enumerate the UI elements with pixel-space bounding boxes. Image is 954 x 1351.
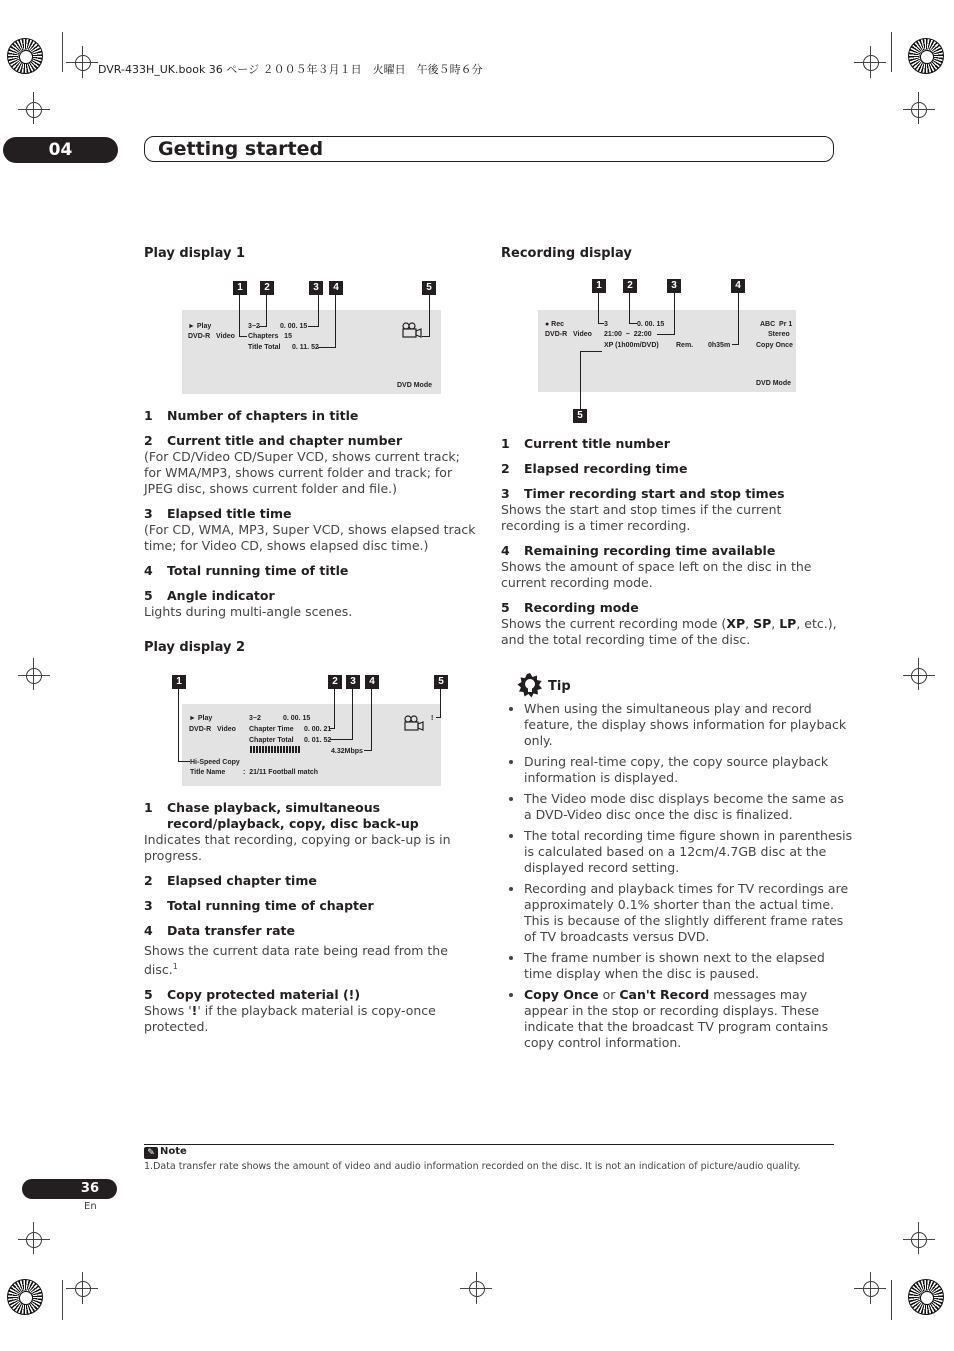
callout-5: 5 (422, 281, 436, 295)
list-item: 4 Remaining recording time available Shows the amount of space left on the disc in the current recording mode. (501, 543, 812, 590)
registration-burst-bottom-right (908, 1279, 944, 1315)
callout-3: 3 (309, 281, 323, 295)
camera-angle-icon (401, 322, 423, 338)
chapter-number: 04 (3, 137, 118, 163)
list-item: • The frame number is shown next to the elapsed time display when the disc is paused. (524, 950, 854, 982)
callout-1: 1 (592, 279, 606, 293)
transfer-rate-bar (250, 746, 300, 753)
callout-2: 2 (260, 281, 274, 295)
play-display-2-heading: Play display 2 (144, 640, 246, 655)
list-item: 1 Current title number (501, 436, 670, 451)
list-item: • When using the simultaneous play and record feature, the display shows information for playback only. (524, 701, 854, 749)
list-item: 2 Current title and chapter number (For CD/Video CD/Super VCD, shows current track; for WMA/MP3, shows current folder and track; for JPEG disc, shows current folder and file.) (144, 433, 460, 496)
callout-4: 4 (329, 281, 343, 295)
registration-burst-top-right (908, 38, 944, 74)
list-item: 1 Chase playback, simultaneous record/playback, copy, disc back-up Indicates that recording, copying or back-up is in progress. (144, 800, 451, 863)
list-item: 2 Elapsed recording time (501, 461, 688, 476)
list-item: 5 Copy protected material (!) Shows '!' if the playback material is copy-once protected. (144, 987, 436, 1035)
play-display-2-list (144, 800, 480, 1044)
list-item: • Recording and playback times for TV recordings are approximately 0.1% shorter than the actual time. This is because of the slightly different frame rates of TV broadcasts versus DVD. (524, 881, 854, 945)
note-pencil-icon: ✎ (144, 1147, 158, 1159)
callout-2: 2 (623, 279, 637, 293)
list-item: 2 Elapsed chapter time (144, 873, 317, 888)
note-label: Note (160, 1146, 187, 1157)
note-divider (144, 1144, 834, 1145)
callout-4: 4 (365, 675, 379, 689)
list-item: 4 Data transfer rate Shows the current data rate being read from the disc.$^1$ (144, 923, 448, 978)
chapter-title: Getting started (158, 138, 324, 160)
tip-label: Tip (548, 679, 571, 694)
callout-2: 2 (328, 675, 342, 689)
list-item: 1 Number of chapters in title (144, 408, 359, 423)
camera-angle-icon (403, 715, 425, 731)
callout-1: 1 (233, 281, 247, 295)
list-item: • During real-time copy, the copy source playback information is displayed. (524, 754, 854, 786)
list-item: 5 Angle indicator Lights during multi-angle scenes. (144, 588, 353, 619)
play-display-1-list (144, 408, 480, 629)
list-item: 3 Timer recording start and stop times Shows the start and stop times if the current recording is a timer recording. (501, 486, 785, 533)
callout-4: 4 (731, 279, 745, 293)
tip-list (506, 701, 854, 1056)
play-display-1-heading: Play display 1 (144, 246, 246, 261)
callout-3: 3 (346, 675, 360, 689)
list-item: • The total recording time figure shown in parenthesis is calculated based on a 12cm/4.7GB disc at the displayed record setting. (524, 828, 854, 876)
tip-lightbulb-icon (516, 672, 544, 698)
callout-5: 5 (434, 675, 448, 689)
registration-burst-bottom-left (7, 1279, 43, 1315)
list-item: 4 Total running time of title (144, 563, 349, 578)
callout-3: 3 (667, 279, 681, 293)
recording-display-list (501, 436, 837, 657)
page-number: 36 (22, 1179, 117, 1199)
page-language: En (84, 1201, 97, 1212)
file-header: DVR-433H_UK.book 36 ページ ２００５年３月１日 火曜日 午後５時６分 (98, 63, 483, 76)
list-item: 3 Total running time of chapter (144, 898, 374, 913)
list-item: 5 Recording mode Shows the current recording mode (XP, SP, LP, etc.), and the total recording time of the disc. (501, 600, 837, 647)
callout-5: 5 (573, 409, 587, 423)
note-text: 1.Data transfer rate shows the amount of video and audio information recorded on the disc. It is not an indication of picture/audio quality. (144, 1161, 801, 1172)
list-item: 3 Elapsed title time (For CD, WMA, MP3, Super VCD, shows elapsed track time; for Video CD, shows elapsed disc time.) (144, 506, 476, 553)
registration-burst-top-left (7, 38, 43, 74)
list-item: • Copy Once or Can't Record messages may appear in the stop or recording displays. These indicate that the broadcast TV program contains copy control information. (524, 987, 854, 1051)
list-item: • The Video mode disc displays become the same as a DVD-Video disc once the disc is finalized. (524, 791, 854, 823)
recording-display-heading: Recording display (501, 246, 632, 261)
callout-1: 1 (172, 675, 186, 689)
